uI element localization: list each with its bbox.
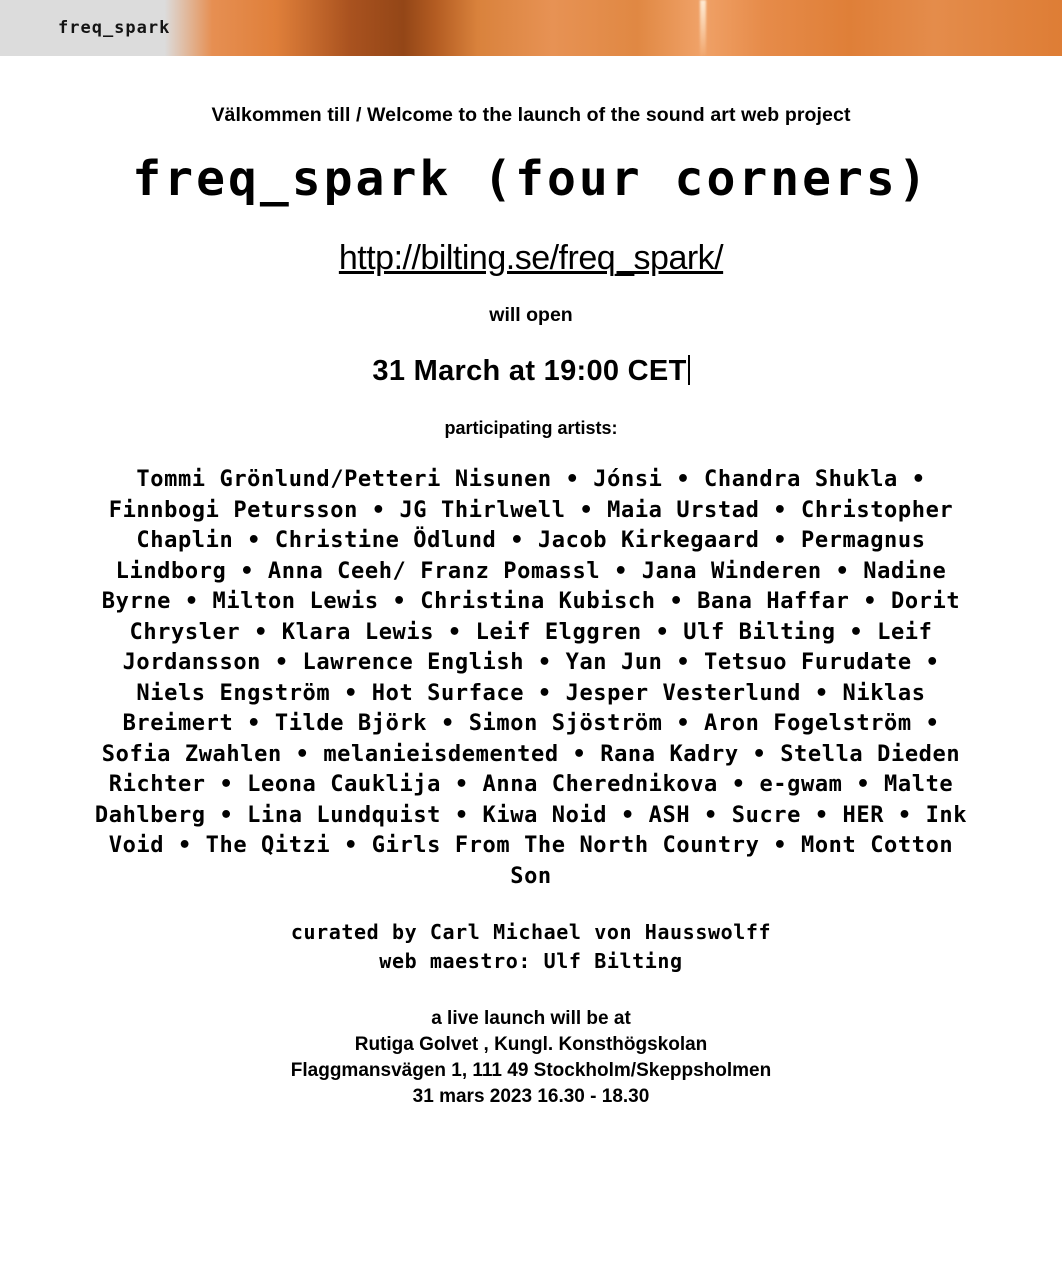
venue-block [0, 1006, 1062, 1110]
venue-line-3: Flaggmansvägen 1, 111 49 Stockholm/Skeppsholmen [290, 1060, 772, 1081]
document-body [0, 104, 1062, 1110]
welcome-line: Välkommen till / Welcome to the launch of the sound art web project [211, 104, 851, 126]
launch-datetime [0, 355, 1062, 388]
participating-artists-label: participating artists: [444, 418, 618, 438]
page-banner [0, 0, 1062, 56]
project-url-link[interactable]: http://bilting.se/freq_spark/ [338, 239, 724, 277]
artists-list: Tommi Grönlund/Petteri Nisunen • Jónsi • Chandra Shukla • Finnbogi Petursson • JG Thirlwell • Maia Urstad • Christopher Chaplin • Christine Ödlund • Jacob Kirkegaard • Permagnus Lindborg • Anna Ceeh/ Franz Pomassl • Jana Winderen • Nadine Byrne • Milton Lewis • Christina Kubisch • Bana Haffar • Dorit Chrysler • Klara Lewis • Leif Elggren • Ulf Bilting • Leif Jordansson • Lawrence English • Yan Jun • Tetsuo Furudate • Niels Engström • Hot Surface • Jesper Vesterlund • Niklas Breimert • Tilde Björk • Simon Sjöström • Aron Fogelström • Sofia Zwahlen • melanieisdemented • Rana Kadry • Stella Dieden Richter • Leona Cauklija • Anna Cherednikova • e-gwam • Malte Dahlberg • Lina Lundquist • Kiwa Noid • ASH • Sucre • HER • Ink Void • The Qitzi • Girls From The North Country • Mont Cotton Son [94, 467, 968, 889]
venue-line-1: a live launch will be at [431, 1008, 631, 1029]
venue-line-2: Rutiga Golvet , Kungl. Konsthögskolan [354, 1034, 708, 1055]
banner-light-streak [700, 0, 706, 56]
will-open-label: will open [489, 304, 573, 326]
curated-by-line: curated by Carl Michael von Hausswolff [290, 920, 772, 944]
text-caret [688, 355, 690, 385]
banner-logo-text: freq_spark [58, 18, 171, 38]
web-maestro-line: web maestro: Ulf Bilting [379, 949, 683, 973]
venue-line-4: 31 mars 2023 16.30 - 18.30 [412, 1086, 650, 1107]
launch-datetime-text: 31 March at 19:00 CET [372, 355, 687, 387]
credits-block [0, 918, 1062, 976]
page-title: freq_spark (four corners) [132, 151, 930, 207]
